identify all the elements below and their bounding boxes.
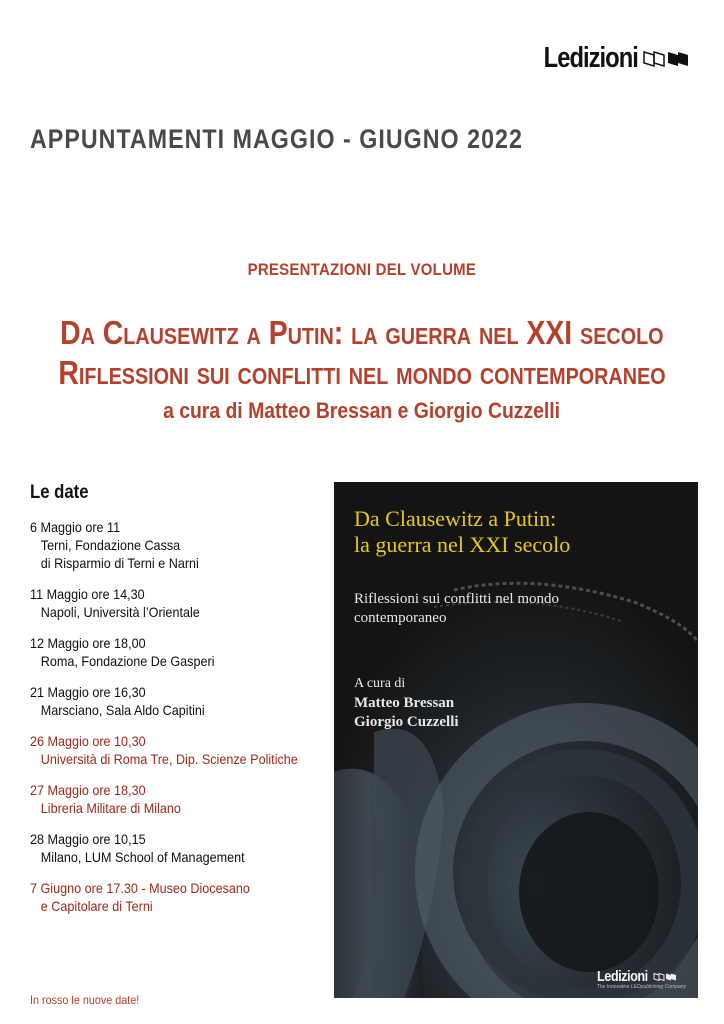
event-item [30, 518, 330, 572]
event-item-new [30, 732, 330, 768]
event-place: Milano, LUM School of Management [40, 849, 245, 865]
cover-curators: Matteo Bressan Giorgio Cuzzelli [354, 695, 459, 730]
event-place: Roma, Fondazione De Gasperi [40, 653, 215, 669]
event-item-new [30, 781, 330, 817]
event-place: Terni, Fondazione Cassa [40, 537, 181, 553]
cover-subtitle: Riflessioni sui conflitti nel mondo contemporaneo [354, 591, 559, 626]
cover-publisher-logo [597, 968, 686, 990]
book-title-line1: Da Clausewitz a Putin: la guerra nel XXI secolo [60, 314, 664, 351]
book-curators: a cura di Matteo Bressan e Giorgio Cuzzelli [163, 398, 561, 423]
event-item-new [30, 879, 330, 915]
event-item [30, 830, 330, 866]
event-place: Napoli, Università l’Orientale [40, 604, 200, 620]
event-date: 7 Giugno ore 17.30 - Museo Diocesano [30, 880, 250, 896]
event-item [30, 634, 330, 670]
cover-logo-tagline: The Innovative LEDpublishing Company [596, 984, 686, 990]
publisher-logo [523, 42, 694, 75]
cover-acura: A cura di [354, 676, 406, 691]
cover-tire-image [334, 482, 698, 998]
event-date: 6 Maggio ore 11 [30, 519, 121, 535]
event-place: e Capitolare di Terni [40, 898, 153, 914]
event-date: 26 Maggio ore 10,30 [30, 733, 146, 749]
page-heading: APPUNTAMENTI MAGGIO - GIUGNO 2022 [30, 124, 523, 154]
event-date: 28 Maggio ore 10,15 [30, 831, 146, 847]
new-dates-note: In rosso le nuove date! [30, 993, 140, 1007]
book-icon [642, 49, 694, 69]
event-place: Marsciano, Sala Aldo Capitini [40, 702, 205, 718]
event-date: 12 Maggio ore 18,00 [30, 635, 146, 651]
book-cover [334, 482, 698, 998]
event-place: Libreria Militare di Milano [40, 800, 181, 816]
dates-title: Le date [30, 482, 89, 503]
event-place: Università di Roma Tre, Dip. Scienze Politiche [40, 751, 298, 767]
book-icon [651, 972, 681, 982]
event-place: di Risparmio di Terni e Narni [40, 555, 199, 571]
logo-text: Ledizioni [543, 42, 638, 74]
event-list [30, 518, 330, 928]
event-date: 27 Maggio ore 18,30 [30, 782, 146, 798]
cover-logo-text: Ledizioni [596, 968, 648, 985]
cover-title: Da Clausewitz a Putin: la guerra nel XXI secolo [354, 506, 571, 557]
event-date: 21 Maggio ore 16,30 [30, 684, 146, 700]
event-item [30, 683, 330, 719]
book-title-line2: Riflessioni sui conflitti nel mondo contemporaneo [58, 354, 666, 391]
presentation-label: PRESENTAZIONI DEL VOLUME [247, 260, 477, 279]
event-item [30, 585, 330, 621]
event-date: 11 Maggio ore 14,30 [30, 586, 145, 602]
